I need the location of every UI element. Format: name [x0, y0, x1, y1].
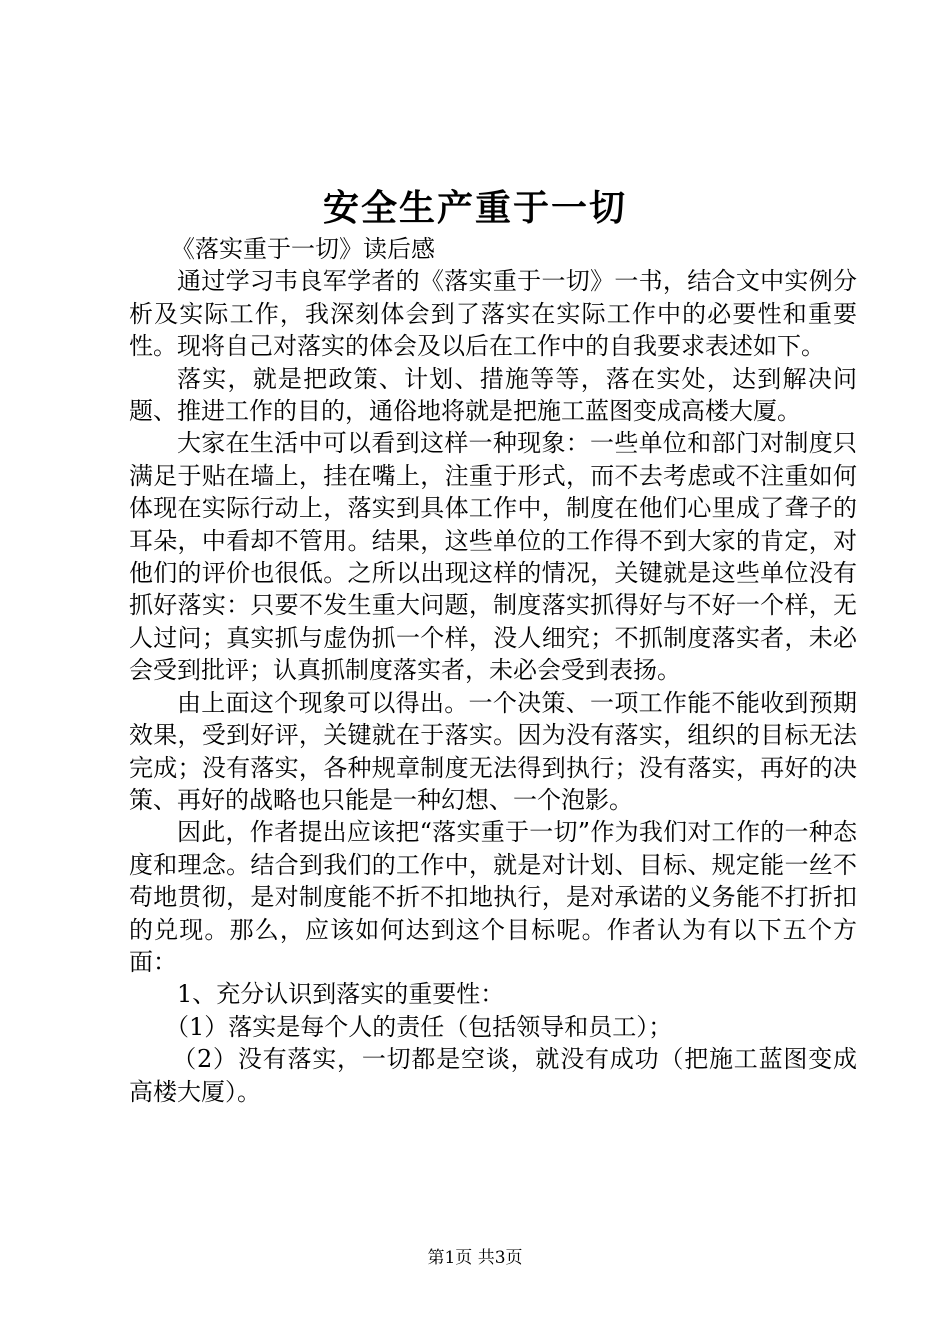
paragraph: 大家在生活中可以看到这样一种现象：一些单位和部门对制度只满足于贴在墙上，挂在嘴上，注重于形式，而不去考虑或不注重如何体现在实际行动上，落实到具体工作中，制度在他们心里成了聋子的耳朵，中看却不管用。结果，这些单位的工作得不到大家的肯定，对他们的评价也很低。之所以出现这样的情况，关键就是这些单位没有抓好落实：只要不发生重大问题，制度落实抓得好与不好一个样，无人过问；真实抓与虚伪抓一个样，没人细究；不抓制度落实者，未必会受到批评；认真抓制度落实者，未必会受到表扬。	[129, 429, 857, 685]
document-subtitle: 《落实重于一切》读后感	[171, 235, 435, 263]
paragraph: 因此，作者提出应该把“落实重于一切”作为我们对工作的一种态度和理念。结合到我们的工作中，就是对计划、目标、规定能一丝不苟地贯彻，是对制度能不折不扣地执行，是对承诺的义务能不打折扣的兑现。那么，应该如何达到这个目标呢。作者认为有以下五个方面：	[129, 818, 857, 976]
list-heading: 1、充分认识到落实的重要性：	[177, 980, 505, 1009]
paragraph: 通过学习韦良军学者的《落实重于一切》一书，结合文中实例分析及实际工作，我深刻体会到了落实在实际工作中的必要性和重要性。现将自己对落实的体会及以后在工作中的自我要求表述如下。	[129, 267, 857, 361]
page-footer: 第1页 共3页	[427, 1248, 523, 1268]
paragraph: 落实，就是把政策、计划、措施等等，落在实处，达到解决问题、推进工作的目的，通俗地将就是把施工蓝图变成高楼大厦。	[129, 364, 857, 426]
paragraph: 由上面这个现象可以得出。一个决策、一项工作能不能收到预期效果，受到好评，关键就在于落实。因为没有落实，组织的目标无法完成；没有落实，各种规章制度无法得到执行；没有落实，再好的决策、再好的战略也只能是一种幻想、一个泡影。	[129, 688, 857, 814]
list-item: （2）没有落实，一切都是空谈，就没有成功（把施工蓝图变成高楼大厦）。	[129, 1045, 857, 1106]
document-title: 安全生产重于一切	[322, 187, 627, 229]
list-item: （1）落实是每个人的责任（包括领导和员工）；	[165, 1012, 673, 1041]
document-body	[129, 233, 857, 1108]
